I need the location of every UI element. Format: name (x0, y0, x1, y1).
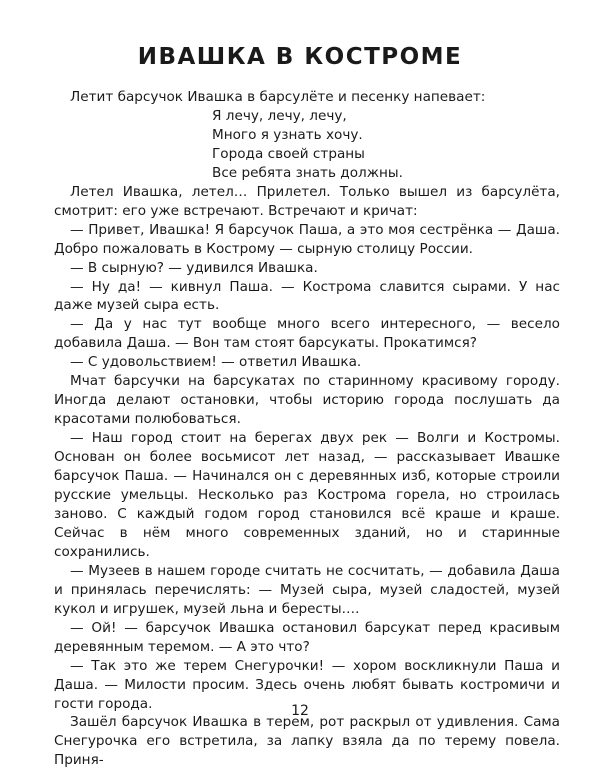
story-paragraph: — Так это же терем Снегурочки! — хором воскликнули Паша и Даша. — Милости просим. Здесь очень любят бывать костромичи и гости города. (54, 657, 560, 712)
chapter-title: ИВАШКА В КОСТРОМЕ (137, 44, 463, 70)
song-verse (54, 107, 560, 183)
story-paragraph: Зашёл барсучок Ивашка в терем, рот раскрыл от удивления. Сама Снегурочка его встретила, за лапку взяла да по терему повела. Приня- (54, 714, 560, 769)
story-paragraph: — Привет, Ивашка! Я барсучок Паша, а это моя сестрёнка — Даша. Добро пожаловать в Кострому — сырную столицу России. (54, 221, 560, 257)
verse-line: Я лечу, лечу, лечу, (212, 107, 347, 124)
verse-line: Все ребята знать должны. (212, 164, 403, 181)
story-paragraph: Мчат барсучки на барсукатах по старинному красивому городу. Иногда делают остановки, чтобы историю города послушать да красотами полюбоваться. (54, 373, 560, 428)
page-number: 12 (291, 703, 309, 719)
story-paragraph: — С удовольствием! — ответил Ивашка. (70, 354, 362, 371)
story-paragraph: — Наш город стоит на берегах двух рек — Волги и Костромы. Основан он более восьмисот лет назад, — рассказывает Ивашке барсучок Паша. — Начинался он с деревянных изб, которые строили русские умельцы. Несколько раз Кострома горела, но строилась заново. С каждый годом город становился всё краше и краше. Сейчас в нём много современных зданий, но и старинные сохранились. (54, 430, 560, 560)
story-paragraph: — Ну да! — кивнул Паша. — Кострома славится сырами. У нас даже музей сыра есть. (54, 278, 560, 314)
verse-line: Города своей страны (212, 145, 365, 162)
story-paragraph: — В сырную? — удивился Ивашка. (70, 259, 318, 276)
story-text (54, 88, 560, 770)
verse-line: Много я узнать хочу. (212, 126, 363, 143)
story-paragraph: — Музеев в нашем городе считать не сосчитать, — добавила Даша и принялась перечислять: — Музей сыра, музей сладостей, музей кукол и игрушек, музей льна и бересты…. (54, 562, 560, 617)
story-paragraph: Летел Ивашка, летел… Прилетел. Только вышел из барсулёта, смотрит: его уже встречают. Встречают и кричат: (54, 183, 560, 219)
intro-paragraph: Летит барсучок Ивашка в барсулёте и песенку напевает: (70, 89, 486, 105)
story-paragraph: — Ой! — барсучок Ивашка остановил барсукат перед красивым деревянным теремом. — А это что? (54, 619, 560, 655)
story-paragraph: — Да у нас тут вообще много всего интересного, — весело добавила Даша. — Вон там стоят барсукаты. Прокатимся? (54, 316, 560, 352)
